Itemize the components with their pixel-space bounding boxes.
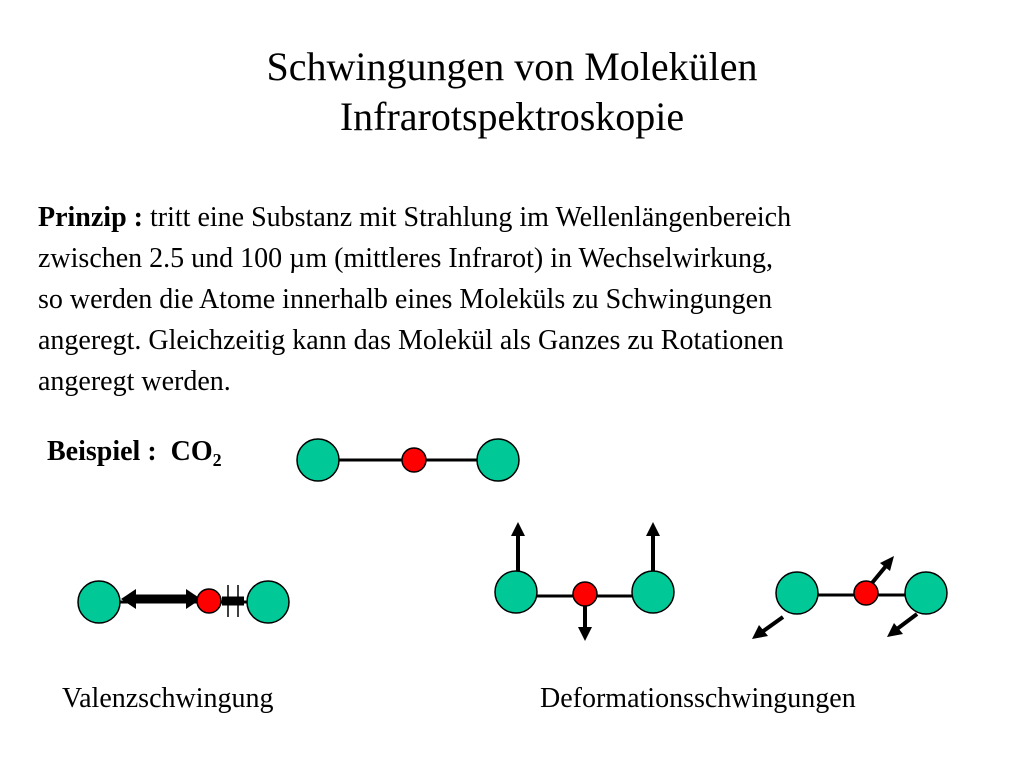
diagonal-arrow [897, 614, 917, 629]
oxygen-atom [78, 581, 120, 623]
principle-line-3: so werden die Atome innerhalb eines Moleküls zu Schwingungen [38, 284, 773, 315]
carbon-atom [854, 581, 878, 605]
diagonal-arrow [762, 617, 783, 632]
arrow-head [646, 522, 660, 536]
carbon-atom [197, 589, 221, 613]
caption-deformation: Deformationsschwingungen [540, 683, 856, 714]
carbon-atom [573, 582, 597, 606]
oxygen-atom [297, 439, 339, 481]
arrow-head [578, 627, 592, 641]
bending-vibration-vertical [495, 522, 674, 641]
bending-vibration-diagonal [752, 556, 947, 639]
oxygen-atom [632, 571, 674, 613]
principle-line-2: zwischen 2.5 und 100 µm (mittleres Infrarot) in Wechselwirkung, [38, 243, 773, 274]
principle-line-5: angeregt werden. [38, 366, 231, 397]
co2-molecule [297, 439, 519, 481]
principle-text-1: tritt eine Substanz mit Strahlung im Wellenlängenbereich [143, 202, 792, 233]
arrow-head [511, 522, 525, 536]
stretching-vibration [78, 581, 289, 623]
title-line-1: Schwingungen von Molekülen [266, 44, 758, 89]
example-prefix: Beispiel : [47, 436, 157, 467]
principle-line-4: angeregt. Gleichzeitig kann das Molekül als Ganzes zu Rotationen [38, 325, 784, 356]
title-line-2: Infrarotspektroskopie [339, 94, 685, 139]
carbon-atom [402, 448, 426, 472]
oxygen-atom [477, 439, 519, 481]
formula-subscript: 2 [212, 450, 222, 470]
oxygen-atom [905, 572, 947, 614]
diagonal-arrow [872, 566, 886, 583]
principle-label: Prinzip : [38, 202, 143, 233]
caption-stretching: Valenzschwingung [62, 683, 274, 714]
formula-main: CO [170, 436, 213, 467]
oxygen-atom [247, 581, 289, 623]
oxygen-atom [776, 572, 818, 614]
oxygen-atom [495, 571, 537, 613]
arrow-head [121, 589, 136, 609]
